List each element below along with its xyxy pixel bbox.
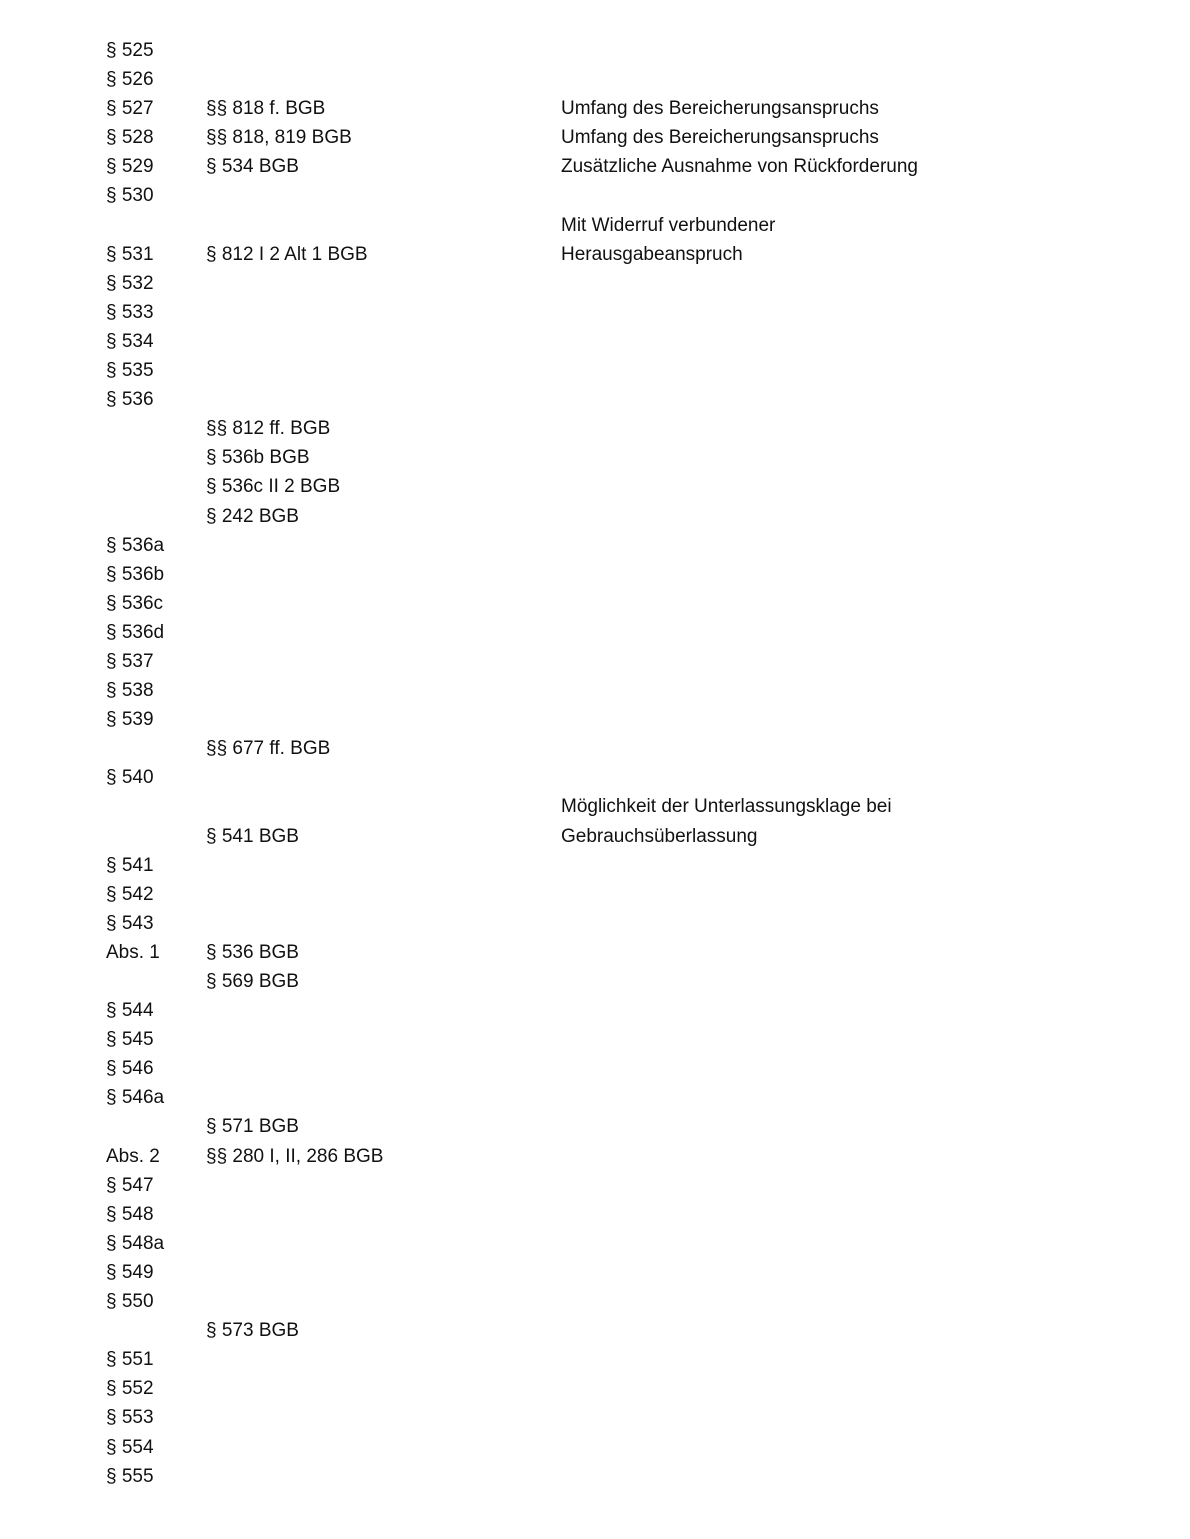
reference-cell: § 242 BGB xyxy=(206,505,299,527)
section-cell: § 535 xyxy=(106,360,154,382)
reference-cell: § 536b BGB xyxy=(206,447,310,469)
reference-cell: § 569 BGB xyxy=(206,971,299,992)
reference-cell: §§ 812 ff. BGB xyxy=(206,418,331,440)
table-row xyxy=(0,647,1190,676)
section-cell: § 536 xyxy=(106,389,154,411)
section-cell: § 555 xyxy=(106,1465,154,1487)
table-row xyxy=(0,1142,1190,1171)
table-row xyxy=(0,65,1190,94)
section-cell: § 546 xyxy=(106,1058,154,1080)
section-cell: Abs. 2 xyxy=(106,1145,160,1167)
section-cell: § 553 xyxy=(106,1407,154,1429)
table-row xyxy=(0,1112,1190,1141)
table-row xyxy=(0,327,1190,356)
section-cell: § 530 xyxy=(106,185,154,207)
table-row xyxy=(0,152,1190,181)
table-row xyxy=(0,414,1190,443)
description-cell: Umfang des Bereicherungsanspruchs xyxy=(561,98,879,120)
section-cell: § 533 xyxy=(106,301,154,323)
table-row xyxy=(0,618,1190,647)
table-row xyxy=(0,996,1190,1025)
section-cell: § 534 xyxy=(106,330,154,352)
document-table xyxy=(0,36,1190,1491)
reference-cell: §§ 677 ff. BGB xyxy=(206,738,331,760)
table-row xyxy=(0,1258,1190,1287)
table-row xyxy=(0,909,1190,938)
table-row xyxy=(0,822,1190,851)
reference-cell: §§ 818 f. BGB xyxy=(206,98,326,120)
section-cell: § 531 xyxy=(106,243,154,265)
table-row xyxy=(0,36,1190,65)
table-row xyxy=(0,1316,1190,1345)
section-cell: Abs. 1 xyxy=(106,941,160,963)
table-row xyxy=(0,1403,1190,1432)
table-row xyxy=(0,1287,1190,1316)
reference-cell: § 541 BGB xyxy=(206,825,299,847)
section-cell: § 549 xyxy=(106,1261,154,1283)
table-row xyxy=(0,1083,1190,1112)
section-cell: § 536d xyxy=(106,621,165,643)
section-cell: § 526 xyxy=(106,69,154,91)
reference-cell: § 573 BGB xyxy=(206,1320,299,1342)
section-cell: § 545 xyxy=(106,1029,154,1051)
section-cell: § 525 xyxy=(106,40,154,61)
section-cell: § 543 xyxy=(106,912,154,934)
table-row xyxy=(0,705,1190,734)
reference-cell: §§ 280 I, II, 286 BGB xyxy=(206,1145,384,1167)
description-cell: Gebrauchsüberlassung xyxy=(561,825,758,847)
table-row xyxy=(0,298,1190,327)
section-cell: § 548 xyxy=(106,1203,154,1225)
section-cell: § 554 xyxy=(106,1436,154,1458)
table-row xyxy=(0,880,1190,909)
table-row xyxy=(0,443,1190,472)
section-cell: § 541 xyxy=(106,854,154,876)
table-row xyxy=(0,1345,1190,1374)
table-row xyxy=(0,589,1190,618)
table-row xyxy=(0,472,1190,501)
reference-cell: § 534 BGB xyxy=(206,156,299,178)
table-row xyxy=(0,1433,1190,1462)
table-row xyxy=(0,1374,1190,1403)
description-cell: Herausgabeanspruch xyxy=(561,243,743,265)
section-cell: § 540 xyxy=(106,767,154,789)
table-row xyxy=(0,763,1190,792)
table-row xyxy=(0,356,1190,385)
table-row xyxy=(0,181,1190,210)
section-cell: § 529 xyxy=(106,156,154,178)
table-row xyxy=(0,1025,1190,1054)
table-row xyxy=(0,676,1190,705)
reference-cell: § 536 BGB xyxy=(206,941,299,963)
table-row xyxy=(0,1200,1190,1229)
table-row xyxy=(0,531,1190,560)
description-cell: Umfang des Bereicherungsanspruchs xyxy=(561,127,879,149)
reference-cell: §§ 818, 819 BGB xyxy=(206,127,352,149)
table-row xyxy=(0,385,1190,414)
reference-cell: § 812 I 2 Alt 1 BGB xyxy=(206,243,368,265)
table-row xyxy=(0,94,1190,123)
section-cell: § 536b xyxy=(106,563,165,585)
table-row xyxy=(0,938,1190,967)
section-cell: § 552 xyxy=(106,1378,154,1400)
table-row xyxy=(0,792,1190,821)
section-cell: § 527 xyxy=(106,98,154,120)
reference-cell: § 536c II 2 BGB xyxy=(206,476,341,498)
section-cell: § 538 xyxy=(106,680,154,702)
table-row xyxy=(0,734,1190,763)
table-row xyxy=(0,560,1190,589)
table-row xyxy=(0,502,1190,531)
section-cell: § 551 xyxy=(106,1349,154,1371)
table-row xyxy=(0,851,1190,880)
table-row xyxy=(0,123,1190,152)
section-cell: § 532 xyxy=(106,272,154,294)
table-row xyxy=(0,240,1190,269)
table-row xyxy=(0,211,1190,240)
section-cell: § 528 xyxy=(106,127,154,149)
table-row xyxy=(0,1462,1190,1491)
table-row xyxy=(0,967,1190,996)
section-cell: § 546a xyxy=(106,1087,165,1109)
section-cell: § 544 xyxy=(106,1000,154,1022)
section-cell: § 542 xyxy=(106,883,154,905)
section-cell: § 539 xyxy=(106,709,154,731)
reference-cell: § 571 BGB xyxy=(206,1116,299,1138)
description-cell: Mit Widerruf verbundener xyxy=(561,214,776,236)
table-row xyxy=(0,1171,1190,1200)
section-cell: § 548a xyxy=(106,1232,165,1254)
section-cell: § 536a xyxy=(106,534,165,556)
section-cell: § 536c xyxy=(106,592,164,614)
section-cell: § 537 xyxy=(106,650,154,672)
section-cell: § 547 xyxy=(106,1174,154,1196)
description-cell: Möglichkeit der Unterlassungsklage bei xyxy=(561,796,892,818)
table-row xyxy=(0,269,1190,298)
section-cell: § 550 xyxy=(106,1291,154,1313)
table-row xyxy=(0,1054,1190,1083)
description-cell: Zusätzliche Ausnahme von Rückforderung xyxy=(561,156,918,178)
table-row xyxy=(0,1229,1190,1258)
